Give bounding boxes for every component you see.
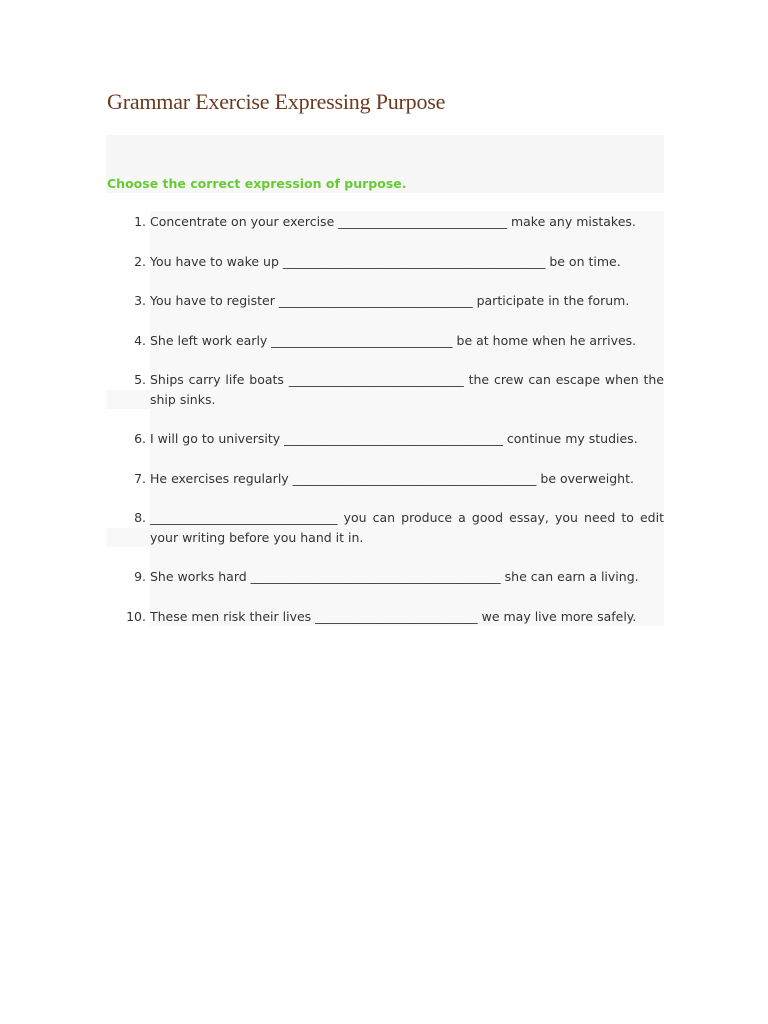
exercise-item-5 bbox=[106, 369, 664, 409]
item-number: 9. bbox=[106, 566, 150, 587]
exercise-item-9 bbox=[106, 566, 664, 587]
item-text: She left work early _____________________________ be at home when he arrives. bbox=[150, 332, 637, 348]
item-spacer bbox=[106, 409, 664, 428]
item-text: He exercises regularly _______________________________________ be overweight. bbox=[150, 470, 634, 486]
item-text: Ships carry life boats ____________________________ the crew can escape when the ship sinks. bbox=[150, 372, 664, 407]
exercise-item-6 bbox=[106, 428, 664, 449]
item-number: 7. bbox=[106, 468, 150, 489]
item-spacer bbox=[106, 271, 664, 290]
item-number: 3. bbox=[106, 290, 150, 311]
item-number: 1. bbox=[106, 211, 150, 232]
exercise-item-10 bbox=[106, 606, 664, 627]
item-text: You have to wake up __________________________________________ be on time. bbox=[150, 253, 621, 269]
exercise-item-1 bbox=[106, 211, 664, 232]
item-text: You have to register _______________________________ participate in the forum. bbox=[150, 293, 630, 308]
item-text: ______________________________ you can produce a good essay, you need to edit your writing before you hand it in. bbox=[150, 510, 664, 545]
item-spacer bbox=[106, 449, 664, 468]
item-number: 6. bbox=[106, 428, 150, 449]
instruction-text: Choose the correct expression of purpose. bbox=[107, 176, 407, 191]
item-text: Concentrate on your exercise ___________________________ make any mistakes. bbox=[150, 214, 636, 229]
document-title: Grammar Exercise Expressing Purpose bbox=[107, 89, 446, 114]
item-text: She works hard ________________________________________ she can earn a living. bbox=[150, 569, 639, 584]
item-number: 2. bbox=[106, 251, 150, 272]
item-number: 5. bbox=[106, 369, 150, 390]
item-number: 10. bbox=[106, 606, 150, 627]
item-spacer bbox=[106, 587, 664, 606]
exercise-item-7 bbox=[106, 468, 664, 489]
item-spacer bbox=[106, 547, 664, 566]
item-spacer bbox=[106, 488, 664, 507]
exercise-item-8 bbox=[106, 507, 664, 547]
item-spacer bbox=[106, 311, 664, 330]
item-text: I will go to university ___________________________________ continue my studies. bbox=[150, 431, 638, 446]
item-text: These men risk their lives __________________________ we may live more safely. bbox=[150, 608, 637, 624]
exercise-item-3 bbox=[106, 290, 664, 311]
exercise-item-2 bbox=[106, 251, 664, 272]
item-number: 8. bbox=[106, 507, 150, 528]
exercise-list bbox=[106, 211, 664, 626]
item-spacer bbox=[106, 350, 664, 369]
exercise-item-4 bbox=[106, 330, 664, 351]
item-spacer bbox=[106, 232, 664, 251]
item-number: 4. bbox=[106, 330, 150, 351]
